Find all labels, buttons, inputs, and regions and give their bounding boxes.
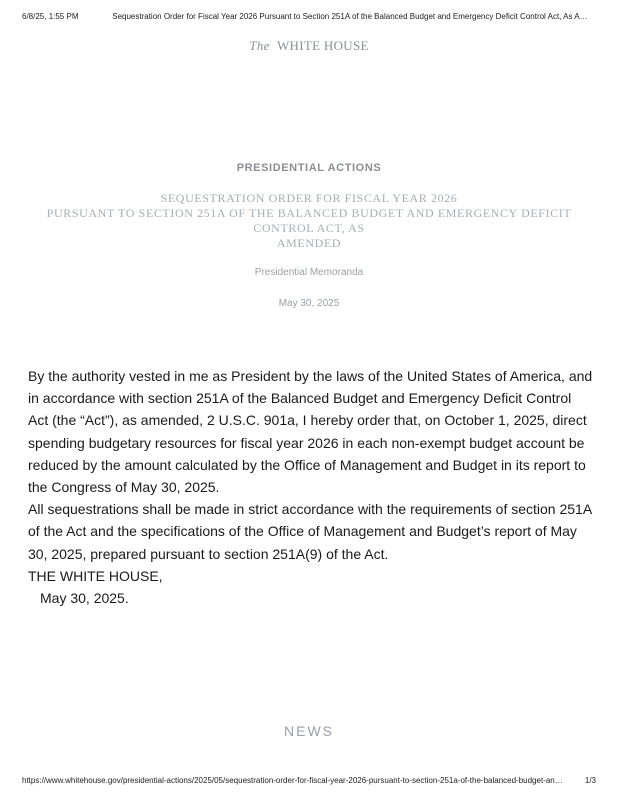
category-label[interactable]: PRESIDENTIAL ACTIONS: [236, 162, 382, 174]
document-type-link[interactable]: Presidential Memoranda: [254, 267, 364, 278]
title-line-1: SEQUESTRATION ORDER FOR FISCAL YEAR 2026: [160, 191, 458, 205]
article-body: [28, 365, 594, 609]
page-title: [24, 191, 594, 251]
print-page-number: 1/3: [584, 776, 596, 785]
white-house-logo[interactable]: [0, 38, 618, 54]
print-header: [22, 12, 598, 21]
print-page-title: Sequestration Order for Fiscal Year 2026 Pursuant to Section 251A of the Balanced Budget and Emergency Deficit Control Act, As A…: [112, 12, 588, 21]
title-line-2: PURSUANT TO SECTION 251A OF THE BALANCED BUDGET AND EMERGENCY DEFICIT CONTROL ACT, AS: [46, 206, 572, 235]
logo-name: WHITE HOUSE: [276, 38, 369, 53]
print-datetime: 6/8/25, 1:55 PM: [22, 12, 79, 21]
title-line-3: AMENDED: [276, 236, 342, 250]
print-url: https://www.whitehouse.gov/presidential-actions/2025/05/sequestration-order-for-fiscal-year-2026-pursuant-to-section-251a-of-the-balanced-budget-an…: [22, 776, 563, 785]
print-footer: [22, 776, 596, 785]
news-section-heading[interactable]: NEWS: [284, 723, 334, 739]
logo-the: The: [249, 38, 270, 53]
publish-date: May 30, 2025: [278, 298, 340, 309]
body-paragraph-2: All sequestrations shall be made in strict accordance with the requirements of section 251A of the Act and the specifications of the Office of Management and Budget’s report of May 30, 2025, prepared pursuant to section 251A(9) of the Act.: [28, 501, 592, 562]
body-paragraph-1: By the authority vested in me as President by the laws of the United States of America, and in accordance with section 251A of the Balanced Budget and Emergency Deficit Control Act (the “Act”), as amended, 2 U.S.C. 901a, I hereby order that, on October 1, 2025, direct spending budgetary resources for fiscal year 2026 in each non-exempt budget account be reduced by the amount calculated by the Office of Management and Budget in its report to the Congress of May 30, 2025.: [28, 368, 593, 496]
signature-date: May 30, 2025.: [40, 590, 129, 607]
signature-line: THE WHITE HOUSE,: [28, 567, 163, 584]
